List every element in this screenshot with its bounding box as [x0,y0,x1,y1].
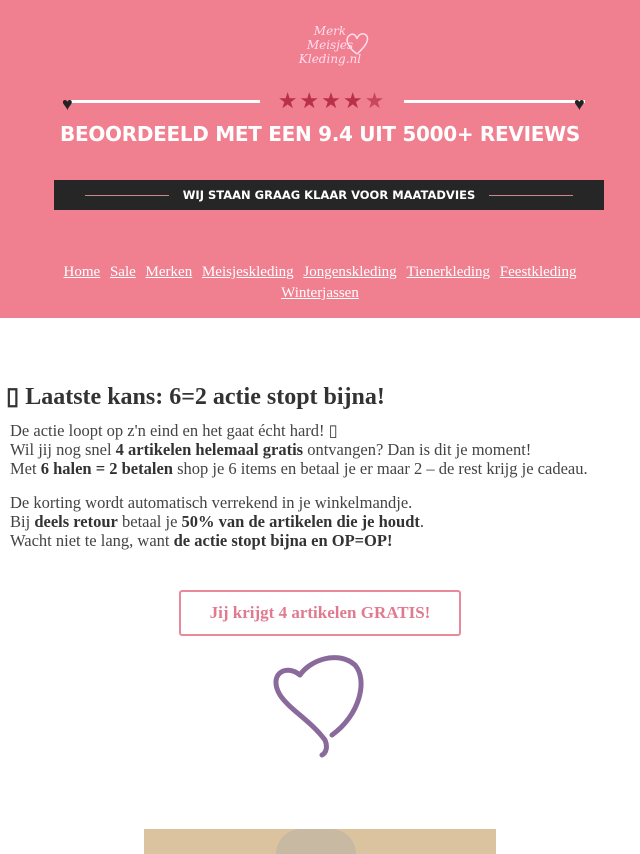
text: shop je 6 items en betaal je er maar 2 – de rest krijg je cadeau. [172,459,588,478]
hat-shape [276,829,356,854]
text: Wacht niet te lang, want [10,531,174,550]
advice-banner[interactable] [54,180,604,210]
divider-line [85,195,169,196]
text: betaal je [117,512,182,531]
rating-stars: ★★★★★ [260,88,404,114]
bold-text: 50% van de artikelen die je houdt [181,512,420,531]
page-title: ▯ Laatste kans: 6=2 actie stopt bijna! [6,384,385,410]
nav-tienerkleding[interactable]: Tienerkleding [406,264,491,280]
text: . [419,512,425,531]
paragraph [10,421,630,478]
bold-text: 4 artikelen helemaal gratis [115,440,304,459]
nav-sale[interactable]: Sale [109,264,136,280]
bold-text: 6 halen = 2 betalen [40,459,173,478]
logo-text: Merk [313,24,347,38]
bold-text: de actie stopt bijna en OP=OP! [173,531,393,550]
nav-meisjeskleding[interactable]: Meisjeskleding [201,264,294,280]
text: Wil jij nog snel [10,440,116,459]
nav-home[interactable]: Home [63,264,101,280]
nav-merken[interactable]: Merken [145,264,193,280]
logo[interactable] [290,24,370,76]
heart-icon [270,655,370,760]
reviews-banner: BEOORDEELD MET EEN 9.4 UIT 5000+ REVIEWS [60,122,580,146]
text: ontvangen? Dan is dit je moment! [303,440,532,459]
text: De korting wordt automatisch verrekend in je winkelmandje. [10,493,413,512]
text: Bij [10,512,35,531]
promo-body [10,421,630,565]
text: Met [10,459,41,478]
nav-jongenskleding[interactable]: Jongenskleding [303,264,397,280]
logo-text: Kleding.nl [298,52,362,66]
nav-winterjassen[interactable]: Winterjassen [281,285,359,301]
paragraph [10,493,630,550]
nav-feestkleding[interactable]: Feestkleding [499,264,577,280]
header [0,0,640,318]
text: De actie loopt op z'n eind en het gaat écht hard! ▯ [10,421,338,440]
black-heart-icon: ♥ [62,94,73,114]
black-heart-icon: ♥ [574,94,585,114]
logo-text: Meisjes [306,38,354,52]
main-nav [20,262,620,304]
advice-text: WIJ STAAN GRAAG KLAAR VOOR MAATADVIES [182,188,476,202]
logo-heart-icon [344,32,370,56]
bold-text: deels retour [34,512,118,531]
cta-button[interactable]: Jij krijgt 4 artikelen GRATIS! [179,590,461,636]
product-image[interactable] [144,829,496,854]
divider-line [489,195,573,196]
